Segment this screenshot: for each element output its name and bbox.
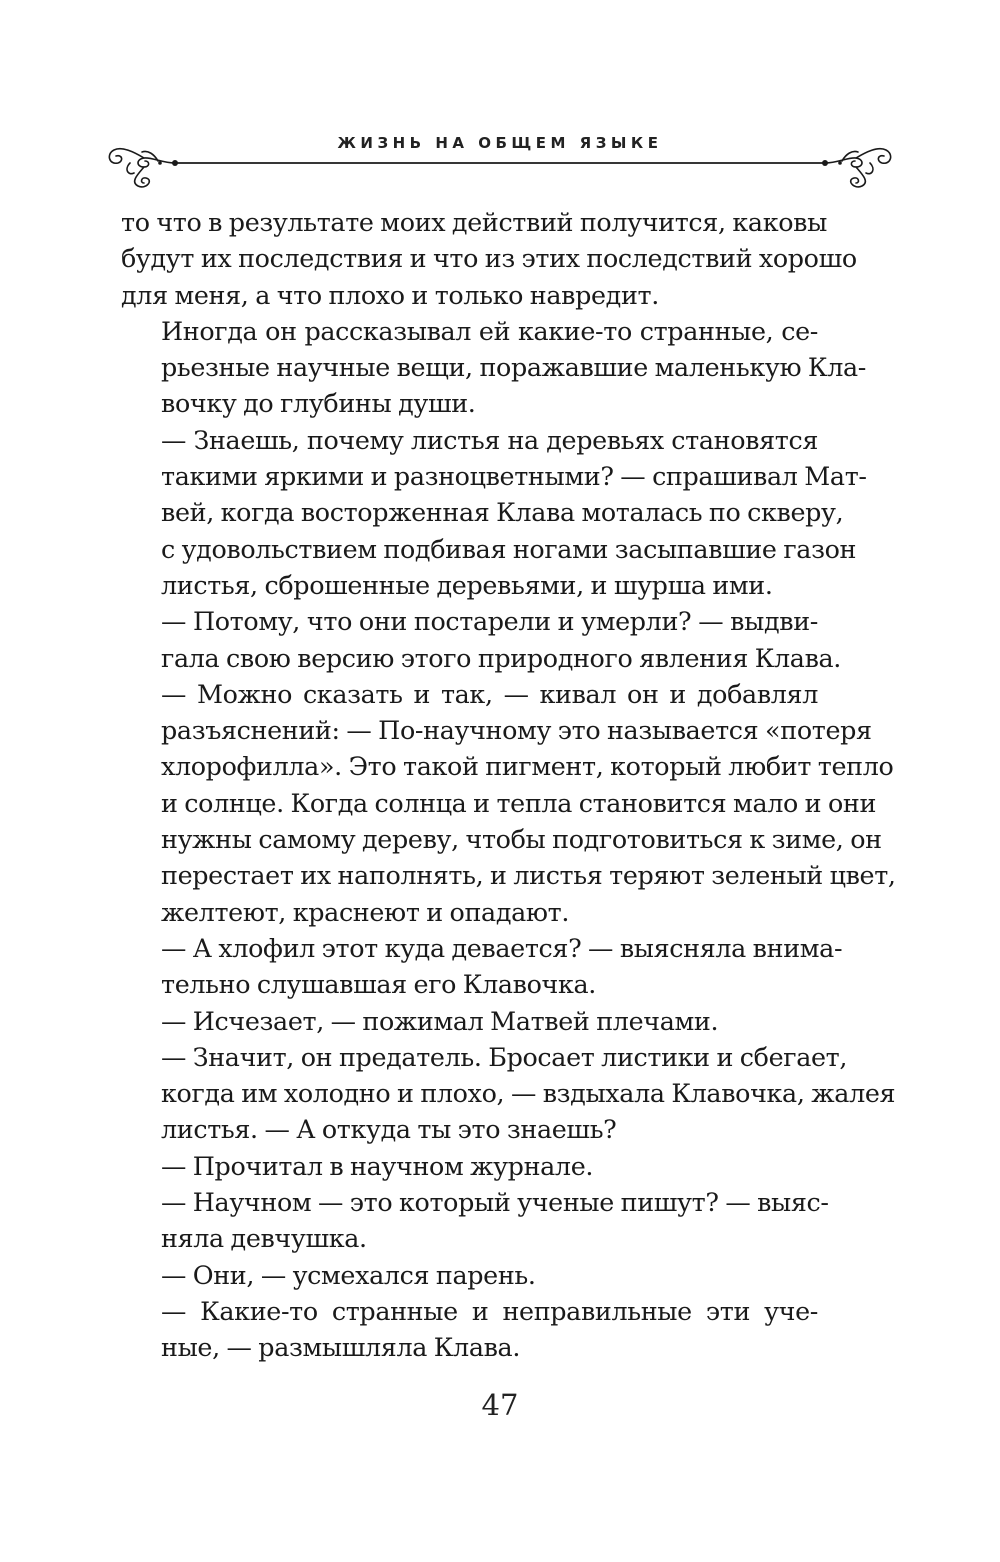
text-line: хлорофилла». Это такой пигмент, который любит тепло [161,751,894,782]
paragraph [121,1039,896,1148]
text-line: с удовольствием подбивая ногами засыпавшие газон [161,533,857,564]
body-text [121,204,896,1366]
paragraph [121,676,896,930]
paragraph [121,313,867,422]
text-line: няла девчушка. [161,1223,367,1254]
text-line: для меня, а что плохо и только навредит. [121,279,659,310]
text-line: и солнце. Когда солнца и тепла становится мало и они [161,787,877,818]
text-line: — Какие-то странные и неправильные эти уче- [161,1295,818,1326]
paragraph [121,1003,818,1039]
text-line: листья, сброшенные деревьями, и шурша ими. [161,569,773,600]
paragraph [121,1148,818,1184]
text-line: — Потому, что они постарели и умерли? — выдви- [161,606,818,637]
text-line: вочку до глубины души. [161,388,476,419]
paragraph [121,603,842,676]
paragraph [121,1184,829,1257]
text-line: гала свою версию этого природного явления Клава. [161,642,842,673]
running-title: ЖИЗНЬ НА ОБЩЕМ ЯЗЫКЕ [337,134,663,152]
text-line: — Можно сказать и так, — кивал он и добавлял [161,678,818,709]
text-line: — А хлофил этот куда девается? — выясняла внима- [161,932,843,963]
text-line: ные, — размышляла Клава. [161,1332,521,1363]
paragraph [121,204,857,313]
text-line: — Прочитал в научном журнале. [161,1150,594,1181]
text-line: желтеют, краснеют и опадают. [161,896,570,927]
text-line: вей, когда восторженная Клава моталась по скверу, [161,497,844,528]
text-line: Иногда он рассказывал ей какие-то странные, се- [161,315,818,346]
text-line: — Научном — это который ученые пишут? — выяс- [161,1187,829,1218]
text-line: такими яркими и разноцветными? — спрашивал Мат- [161,461,867,492]
text-line: разъяснений: — По-научному это называется «потеря [161,715,872,746]
paragraph [121,422,867,603]
text-line: то что в результате моих действий получится, каковы [121,207,827,237]
paragraph [121,1293,818,1366]
text-line: — Исчезает, — пожимал Матвей плечами. [161,1005,719,1036]
text-line: будут их последствия и что из этих последствий хорошо [121,243,857,274]
text-line: когда им холодно и плохо, — вздыхала Клавочка, жалея [161,1078,896,1109]
text-line: нужны самому дереву, чтобы подготовиться к зиме, он [161,824,882,855]
text-line: листья. — А откуда ты это знаешь? [161,1114,617,1145]
page-number: 47 [481,1388,519,1422]
text-line: тельно слушавшая его Клавочка. [161,969,597,1000]
text-line: — Знаешь, почему листья на деревьях становятся [161,424,818,455]
paragraph [121,930,843,1003]
text-line: рьезные научные вещи, поражавшие маленькую Кла- [161,352,867,383]
flourish-rule-icon [100,136,900,192]
text-line: перестает их наполнять, и листья теряют зеленый цвет, [161,860,896,891]
text-line: — Они, — усмехался парень. [161,1259,536,1290]
paragraph [121,1257,818,1293]
text-line: — Значит, он предатель. Бросает листики и сбегает, [161,1041,848,1072]
